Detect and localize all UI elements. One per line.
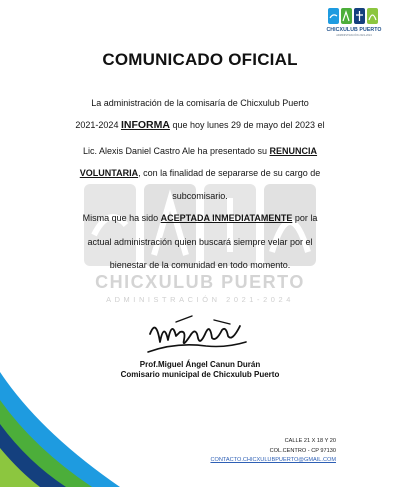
watermark-name: CHICXULUB PUERTO xyxy=(95,272,305,292)
body-line-2 xyxy=(0,120,400,131)
body-text: actual administración quien buscará siempre velar por el xyxy=(87,237,313,247)
signatory-name: Prof.Miguel Ángel Canun Durán xyxy=(139,360,261,369)
body-text: por la xyxy=(292,213,318,223)
body-text: La administración de la comisaría de Chicxulub Puerto xyxy=(91,98,309,108)
informa-highlight: INFORMA xyxy=(120,119,170,131)
body-text: Lic. Alexis Daniel Castro Ale ha presentado su xyxy=(82,146,270,156)
body-text: , con la finalidad de separarse de su cargo de xyxy=(138,168,321,178)
body-text: Misma que ha sido xyxy=(82,213,161,223)
body-line-6 xyxy=(0,213,400,224)
body-text: 2021-2024 xyxy=(75,120,121,130)
body-text: que hoy lunes 29 de mayo del 2023 el xyxy=(169,120,325,130)
corner-decoration xyxy=(0,372,120,487)
logo-mark-icon xyxy=(328,6,378,26)
footer-address: CALLE 21 X 18 Y 20 xyxy=(284,438,336,444)
renuncia-highlight: RENUNCIA xyxy=(269,146,318,156)
body-line-4 xyxy=(0,168,400,179)
body-text: bienestar de la comunidad en todo momento. xyxy=(109,260,291,270)
page-title: COMUNICADO OFICIAL xyxy=(102,50,298,69)
footer-email-link[interactable]: CONTACTO.CHICXULUBPUERTO@GMAIL.COM xyxy=(210,457,336,463)
body-line-5 xyxy=(0,191,400,202)
logo-name: CHICXULUB PUERTO xyxy=(326,27,382,33)
body-text: subcomisario. xyxy=(172,191,228,201)
aceptada-highlight: ACEPTADA INMEDIATAMENTE xyxy=(160,213,293,223)
logo-subtitle: ADMINISTRACIÓN 2021-2024 xyxy=(336,34,372,37)
body-line-7 xyxy=(0,237,400,248)
footer-locality: COL.CENTRO - CP 97130 xyxy=(269,448,336,454)
chicxulub-logo xyxy=(322,6,386,40)
voluntaria-highlight: VOLUNTARIA xyxy=(79,168,139,178)
body-line-1 xyxy=(0,98,400,109)
handwritten-signature xyxy=(146,312,250,358)
watermark-admin: ADMINISTRACIÓN 2021-2024 xyxy=(106,295,294,304)
body-line-3 xyxy=(0,146,400,157)
body-line-8 xyxy=(0,260,400,271)
signatory-role: Comisario municipal de Chicxulub Puerto xyxy=(120,370,280,379)
